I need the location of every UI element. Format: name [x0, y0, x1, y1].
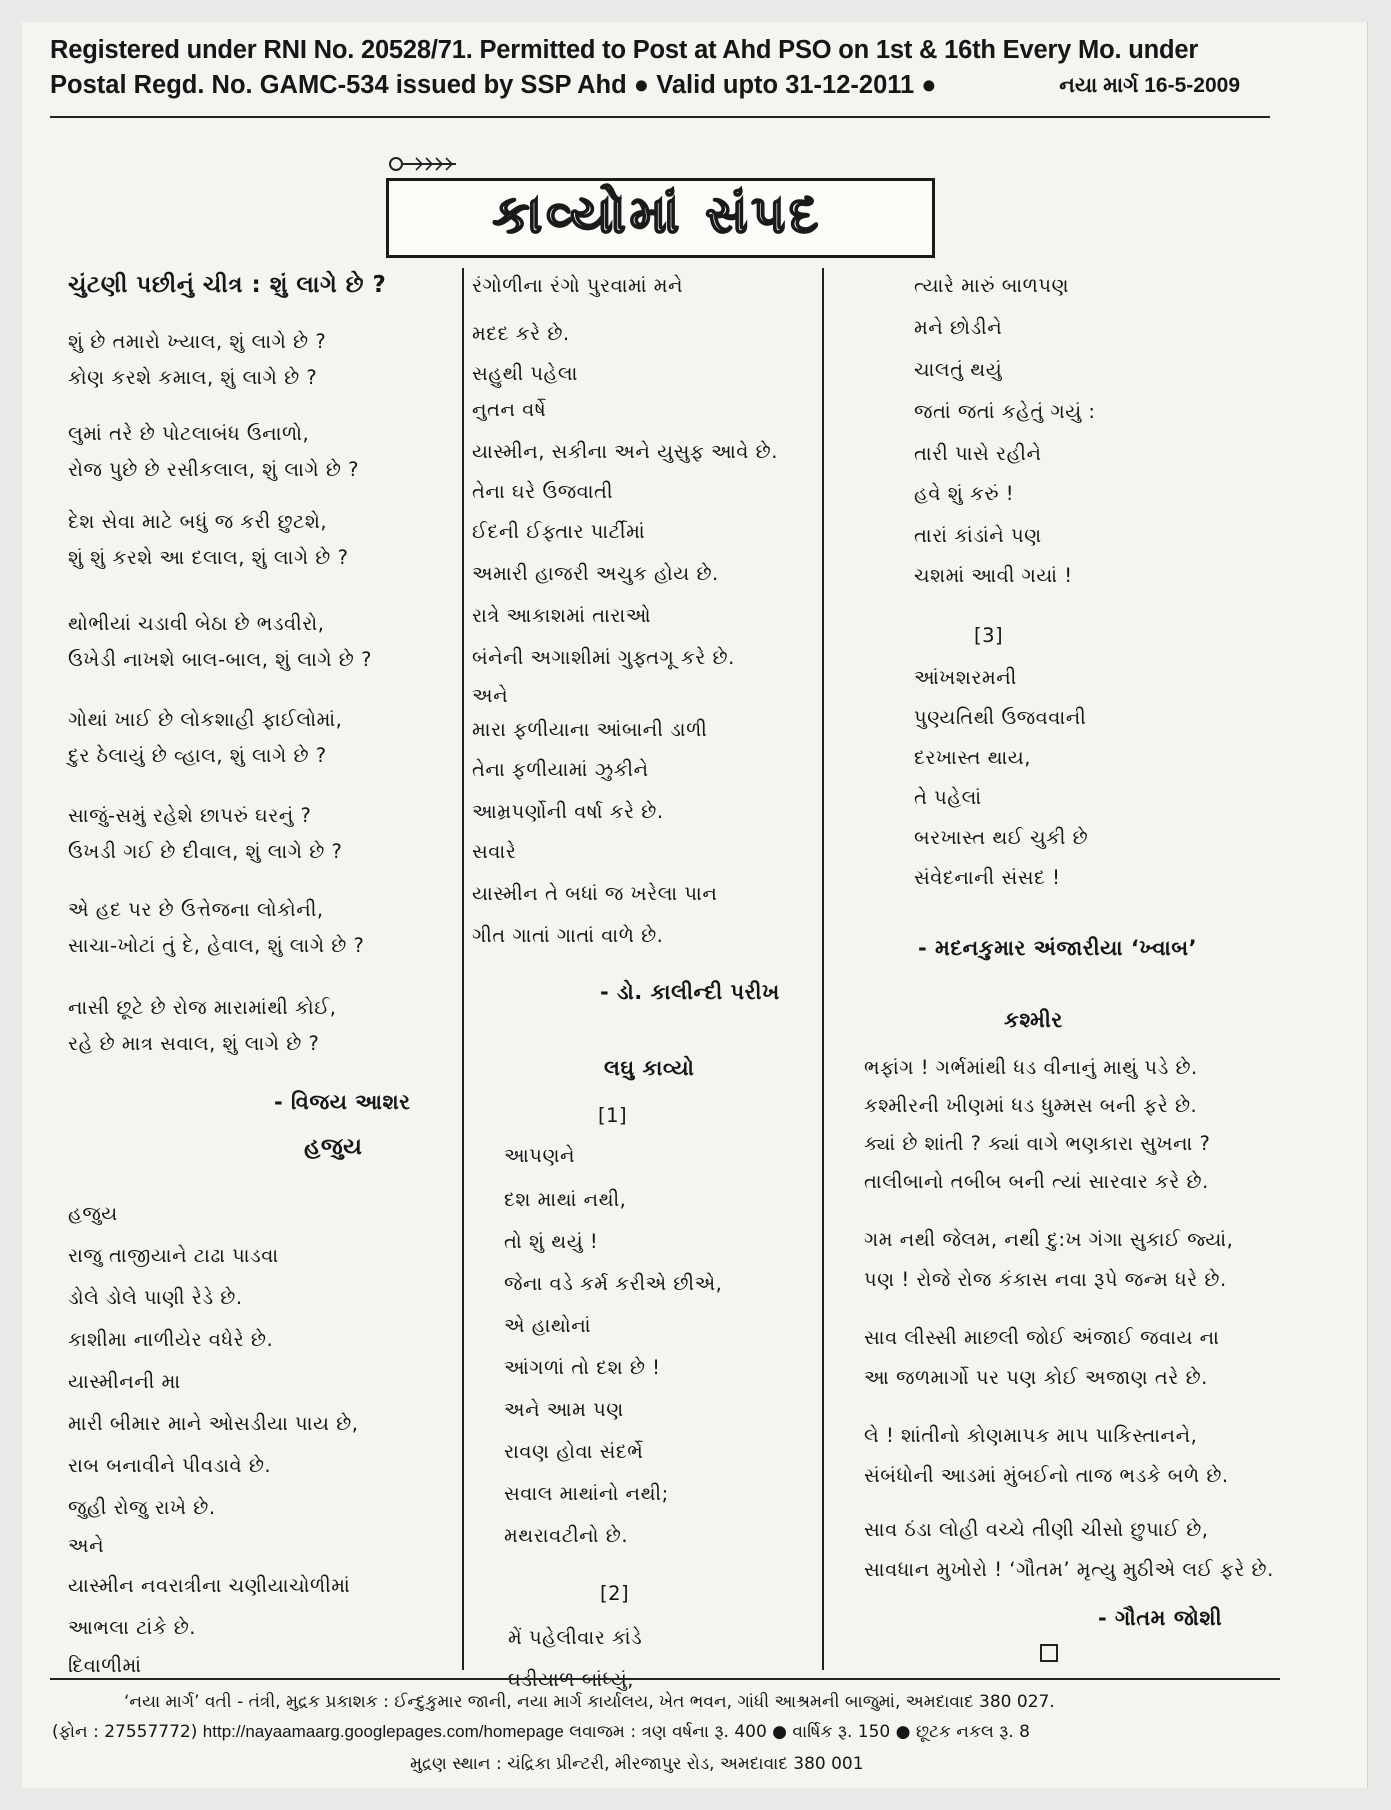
poem-line: બરખાસ્ત થઈ ચુકી છે — [914, 826, 1089, 849]
poem-line: કશ્મીરની ખીણમાં ધડ ધુમ્મસ બની ફરે છે. — [864, 1094, 1198, 1117]
poem-line: સાવ લીસ્સી માછલી જોઈ અંજાઈ જવાય ના — [864, 1326, 1220, 1349]
column-2 — [472, 268, 817, 1691]
poem-line: રંગોળીના રંગો પુરવામાં મને — [472, 274, 684, 297]
poem-line: યાસ્મીન નવરાત્રીના ચણીયાચોળીમાં — [68, 1574, 351, 1597]
poem-line: સાજું-સમું રહેશે છાપરું ઘરનું ? — [68, 804, 312, 827]
poem-line: થોભીયાં ચડાવી બેઠા છે ભડવીરો, — [68, 612, 325, 635]
poem-line: આ જળમાર્ગો પર પણ કોઈ અજાણ તરે છે. — [864, 1366, 1208, 1389]
poem-line: તારાં કાંડાંને પણ — [914, 524, 1042, 547]
poem-line: શું શું કરશે આ દલાલ, શું લાગે છે ? — [68, 546, 349, 569]
poem-line: ગમ નથી જેલમ, નથી દુ:ખ ગંગા સુકાઈ જ્યાં, — [864, 1228, 1234, 1251]
poem-line: લુમાં તરે છે પોટલાબંધ ઉનાળો, — [68, 422, 310, 445]
poem-line: રહે છે માત્ર સવાલ, શું લાગે છે ? — [68, 1032, 320, 1055]
footer-rule — [50, 1678, 1280, 1680]
poem-line: દુર ઠેલાયું છે વ્હાલ, શું લાગે છે ? — [68, 744, 327, 767]
end-mark-icon — [1040, 1644, 1058, 1662]
poem-line: તે પહેલાં — [914, 786, 982, 809]
banner-title: કાવ્યોમાં સંપદ — [492, 184, 823, 245]
poem-line: આંખશરમની — [914, 666, 1017, 689]
postal-line — [50, 71, 1240, 100]
poem-line: ભફાંગ ! ગર્ભમાંથી ધડ વીનાનું માથું પડે છે. — [864, 1056, 1198, 1079]
ornament-icon — [386, 150, 466, 180]
poem-line: સહુથી પહેલા — [472, 362, 578, 385]
poem-line: ચશમાં આવી ગયાં ! — [914, 564, 1073, 587]
poem-line: ડોલે ડોલે પાણી રેડે છે. — [68, 1286, 243, 1309]
poem-line: પણ ! રોજે રોજ કંકાસ નવા રૂપે જન્મ ધરે છે. — [864, 1268, 1227, 1291]
poem-line: પુણ્યતિથી ઉજવવાની — [914, 706, 1087, 729]
poem-line: તો શું થયું ! — [504, 1230, 599, 1253]
poem-line: ચાલતું થયું — [914, 358, 1003, 381]
phone-text: (ફોન : 27557772) — [52, 1722, 203, 1742]
poem-line: ક્યાં છે શાંતી ? ક્યાં વાગે ભણકારા સુખના ? — [864, 1132, 1211, 1155]
postal-regd-text: Postal Regd. No. GAMC-534 issued by SSP Ahd ● Valid upto 31-12-2011 ● — [50, 71, 937, 99]
poem-line: મારી બીમાર માને ઓસડીયા પાય છે, — [68, 1412, 359, 1435]
poem-title: કશ્મીર — [1004, 1008, 1063, 1032]
column-3 — [834, 268, 1274, 1688]
column-1 — [68, 268, 456, 1688]
poem-line: હજુય — [68, 1202, 118, 1225]
poem-line: ઉખડી ગઈ છે દીવાલ, શું લાગે છે ? — [68, 840, 343, 863]
poem-line: અને — [472, 684, 509, 707]
poem-line: દશ માથાં નથી, — [504, 1188, 627, 1211]
subscription-line — [52, 1722, 1030, 1742]
poem-line: મારા ફળીયાના આંબાની ડાળી — [472, 718, 708, 741]
poem-line: મેં પહેલીવાર કાંડે — [508, 1626, 643, 1649]
poem-line: અને આમ પણ — [504, 1398, 624, 1421]
poem-line: જુહી રોજુ રાખે છે. — [68, 1496, 216, 1519]
poem-line: અમારી હાજરી અચુક હોય છે. — [472, 562, 719, 585]
postal-header — [50, 36, 1260, 100]
poem-line: ઉખેડી નાખશે બાલ-બાલ, શું લાગે છે ? — [68, 648, 372, 671]
poem-line: દરખાસ્ત થાય, — [914, 746, 1031, 769]
poem-line: નુતન વર્ષે — [472, 398, 547, 421]
poem-line: ત્યારે મારું બાળપણ — [914, 274, 1070, 297]
poem-line: સવાલ માથાંનો નથી; — [504, 1482, 669, 1505]
poem-line: રાબ બનાવીને પીવડાવે છે. — [68, 1454, 272, 1477]
issue-date: નયા માર્ગ 16-5-2009 — [1059, 74, 1240, 97]
stanza-number: [1] — [598, 1104, 628, 1127]
poem-line: આંગળાં તો દશ છે ! — [504, 1356, 661, 1379]
poem-title: હજુય — [304, 1134, 363, 1160]
poem-line: સાવધાન મુખોરો ! ‘ગૌતમ’ મૃત્યુ મુઠીએ લઈ ફરે છે. — [864, 1558, 1274, 1581]
poem-line: રાજુ તાજીયાને ટાઢા પાડવા — [68, 1244, 279, 1267]
poem-line: કાશીમા નાળીયેર વધેરે છે. — [68, 1328, 274, 1351]
poem-line: શું છે તમારો ખ્યાલ, શું લાગે છે ? — [68, 330, 327, 353]
poem-line: તારી પાસે રહીને — [914, 442, 1042, 465]
poem-line: મદદ કરે છે. — [472, 322, 570, 345]
poem-line: ઘડીયાળ બાંધ્યું, — [508, 1668, 634, 1691]
header-rule — [50, 116, 1270, 118]
poem-line: એ હાથોનાં — [504, 1314, 592, 1337]
poem-line: સંબંધોની આડમાં મુંબઈનો તાજ ભડકે બળે છે. — [864, 1464, 1229, 1487]
registration-line: Registered under RNI No. 20528/71. Permitted to Post at Ahd PSO on 1st & 16th Every Mo. under — [50, 36, 1199, 64]
poem-line: આભલા ટાંકે છે. — [68, 1616, 196, 1639]
publisher-line: ‘નયા માર્ગ’ વતી - તંત્રી, મુદ્રક પ્રકાશક : ઈન્દુકુમાર જાની, નયા માર્ગ કાર્યાલય, ખેત ભવન, ગાંધી આશ્રમની બાજુમાં, અમદાવાદ 380 027. — [124, 1692, 1055, 1712]
section-banner — [386, 150, 929, 256]
website-link[interactable]: http://nayaamaarg.googlepages.com/homepage — [202, 1722, 564, 1741]
column-divider-2 — [822, 268, 824, 1670]
poem-line: સાચા-ખોટાં તું દે, હેવાલ, શું લાગે છે ? — [68, 934, 365, 957]
section-title: લઘુ કાવ્યો — [604, 1056, 695, 1080]
poem-line: બંનેની અગાશીમાં ગુફ્તગૂ કરે છે. — [472, 646, 735, 669]
poem-line: લે ! શાંતીનો કોણમાપક માપ પાકિસ્તાનને, — [864, 1424, 1198, 1447]
poem-author: - વિજય આશર — [274, 1090, 411, 1114]
poem-line: સંવેદનાની સંસદ ! — [914, 866, 1061, 889]
subscription-rates: લવાજમ : ત્રણ વર્ષના રૂ. 400 ● વાર્ષિક રૂ. 150 ● છૂટક નકલ રૂ. 8 — [563, 1722, 1030, 1742]
poem-line: આમ્રપર્ણોની વર્ષા કરે છે. — [472, 800, 664, 823]
poem-line: મથરાવટીનો છે. — [504, 1524, 629, 1547]
printer-line: મુદ્રણ સ્થાન : ચંદ્રિકા પ્રીન્ટરી, મીરજાપુર રોડ, અમદાવાદ 380 001 — [410, 1754, 864, 1774]
poem-line: યાસ્મીન તે બધાં જ ખરેલા પાન — [472, 882, 718, 905]
poem-title: ચુંટણી પછીનું ચીત્ર : શું લાગે છે ? — [68, 272, 387, 298]
poem-line: સાવ ઠંડા લોહી વચ્ચે તીણી ચીસો છુપાઈ છે, — [864, 1518, 1209, 1541]
poem-line: કોણ કરશે કમાલ, શું લાગે છે ? — [68, 366, 318, 389]
poem-line: એ હદ પર છે ઉત્તેજના લોકોની, — [68, 898, 324, 921]
poem-line: ગીત ગાતાં ગાતાં વાળે છે. — [472, 924, 664, 947]
poem-line: જતાં જતાં કહેતું ગયું : — [914, 400, 1096, 423]
poem-line: તાલીબાનો તબીબ બની ત્યાં સારવાર કરે છે. — [864, 1170, 1209, 1193]
poem-line: રાવણ હોવા સંદર્ભે — [504, 1440, 644, 1463]
poem-line: યાસ્મીનની મા — [68, 1370, 181, 1393]
poem-line: ગોથાં ખાઈ છે લોકશાહી ફાઈલોમાં, — [68, 708, 343, 731]
poem-line: હવે શું કરું ! — [914, 482, 1015, 505]
poem-line: નાસી છૂટે છે રોજ મારામાંથી કોઈ, — [68, 996, 337, 1019]
poem-line: દિવાળીમાં — [68, 1654, 142, 1677]
poem-author: - ડો. કાલીન્દી પરીખ — [600, 980, 780, 1004]
stanza-number: [3] — [974, 624, 1004, 647]
poem-line: દેશ સેવા માટે બધું જ કરી છુટશે, — [68, 510, 328, 533]
poem-line: રોજ પુછે છે રસીકલાલ, શું લાગે છે ? — [68, 458, 359, 481]
poem-author: - મદનકુમાર અંજારીયા ‘ખ્વાબ’ — [918, 936, 1198, 960]
stanza-number: [2] — [600, 1582, 630, 1605]
poem-line: આપણને — [504, 1144, 575, 1167]
poem-author: - ગૌતમ જોશી — [1098, 1606, 1223, 1630]
poem-line: જેના વડે કર્મ કરીએ છીએ, — [504, 1272, 723, 1295]
poem-line: સવારે — [472, 840, 517, 863]
poem-line: અને — [68, 1534, 105, 1557]
poem-line: રાત્રે આકાશમાં તારાઓ — [472, 604, 652, 627]
poem-line: તેના ઘરે ઉજવાતી — [472, 480, 614, 503]
poem-line: મને છોડીને — [914, 316, 1003, 339]
poem-line: ઈદની ઈફ્તાર પાર્ટીમાં — [472, 520, 646, 543]
poem-line: તેના ફળીયામાં ઝુકીને — [472, 758, 649, 781]
poem-line: યાસ્મીન, સકીના અને યુસુફ આવે છે. — [472, 440, 778, 463]
column-divider-1 — [462, 268, 464, 1670]
